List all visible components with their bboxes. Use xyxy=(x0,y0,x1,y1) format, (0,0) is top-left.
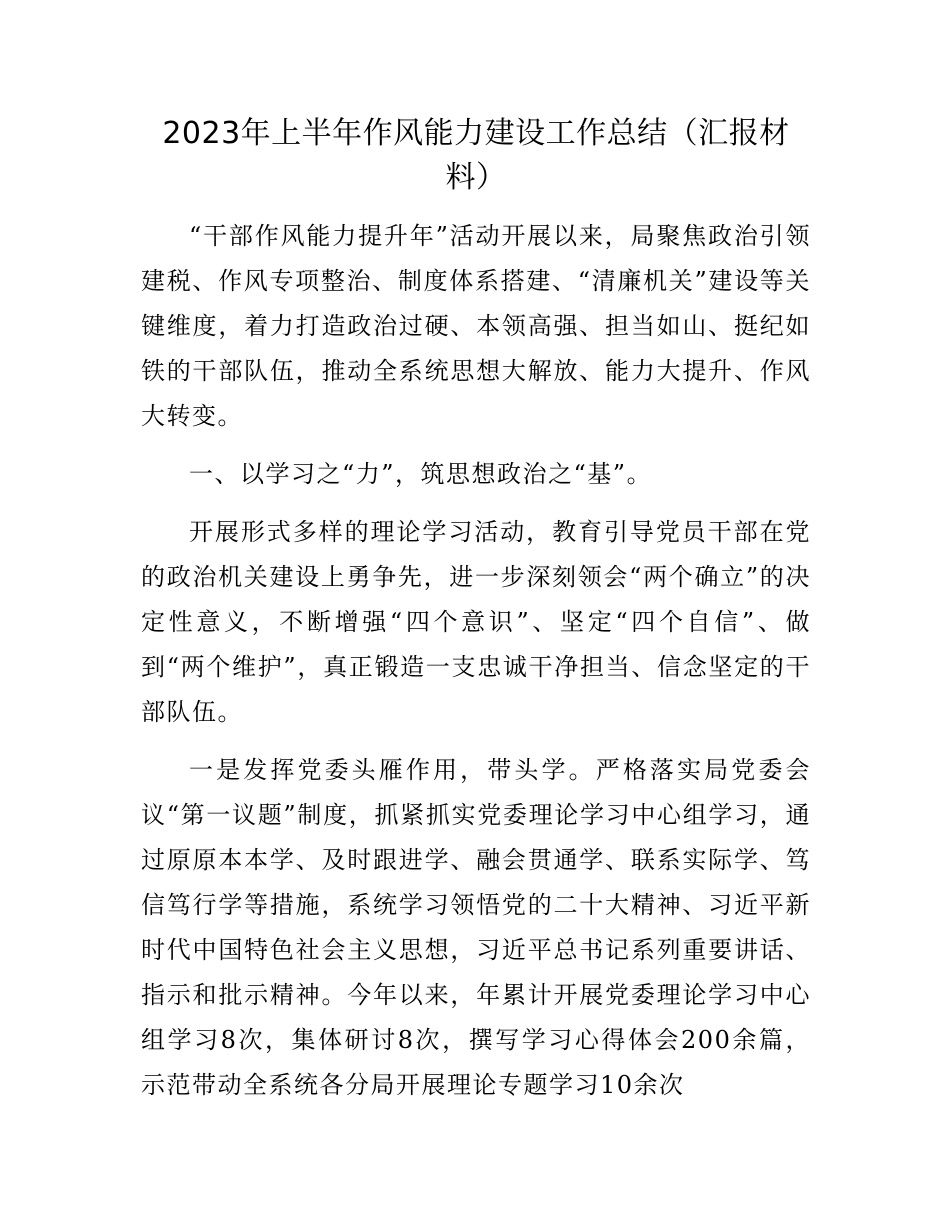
paragraph-point-1: 一是发挥党委头雁作用，带头学。严格落实局党委会议“第一议题”制度，抓紧抓实党委理论学习中心组学习，通过原原本本学、及时跟进学、融会贯通学、联系实际学、笃信笃行学等措施，系统学习领悟党的二十大精神、习近平新时代中国特色社会主义思想，习近平总书记系列重要讲话、指示和批示精神。今年以来，年累计开展党委理论学习中心组学习8次，集体研讨8次，撰写学习心得体会200余篇，示范带动全系统各分局开展理论专题学习10余次 xyxy=(141,756,811,1099)
paragraph-section-1-intro: 开展形式多样的理论学习活动，教育引导党员干部在党的政治机关建设上勇争先，进一步深刻领会“两个确立”的决定性意义，不断增强“四个意识”、坚定“四个自信”、做到“两个维护”，真正锻造一支忠诚干净担当、信念坚定的干部队伍。 xyxy=(141,518,811,726)
section-heading-1: 一、以学习之“力”，筑思想政治之“基”。 xyxy=(189,460,653,488)
paragraph-intro: “干部作风能力提升年”活动开展以来，局聚焦政治引领建税、作风专项整治、制度体系搭建、“清廉机关”建设等关键维度，着力打造政治过硬、本领高强、担当如山、挺纪如铁的干部队伍，推动全系统思想大解放、能力大提升、作风大转变。 xyxy=(141,222,811,430)
document-title: 2023年上半年作风能力建设工作总结（汇报材料） xyxy=(162,116,790,195)
document-body xyxy=(141,214,811,1121)
